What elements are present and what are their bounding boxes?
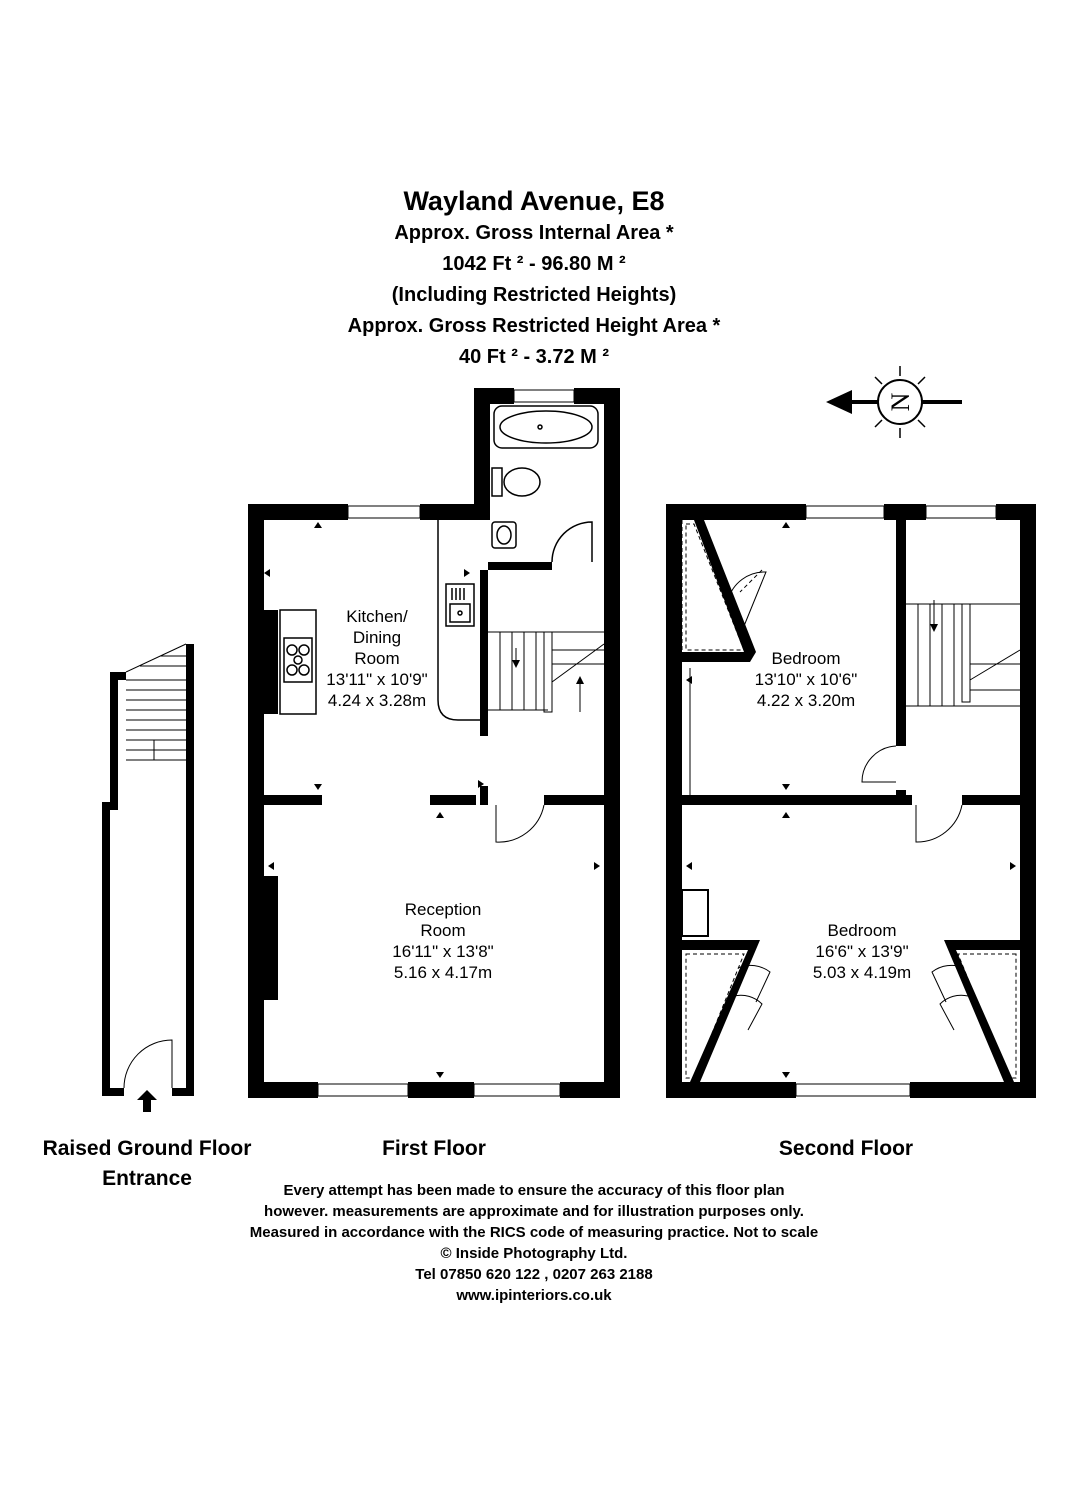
area-line-2: 1042 Ft ² - 96.80 M ² [442, 253, 626, 275]
kitchen-imperial: 13'11" x 10'9" [326, 670, 428, 689]
footer-line-6: www.ipinteriors.co.uk [456, 1287, 612, 1304]
bedroom-upper-imperial: 13'10" x 10'6" [754, 670, 858, 689]
reception-imperial: 16'11" x 13'8" [392, 942, 494, 961]
bedroom-lower-imperial: 16'6" x 13'9" [815, 942, 909, 961]
footer-line-3: Measured in accordance with the RICS code of measuring practice. Not to scale [249, 1224, 819, 1241]
bedroom-upper-metric: 4.22 x 3.20m [756, 691, 856, 710]
entrance-title: Entrance [102, 1167, 192, 1190]
kitchen-name-1: Kitchen/ [346, 607, 408, 626]
bedroom-lower-label [792, 920, 932, 983]
second-floor-plan [666, 504, 1036, 1098]
reception-name-1: Reception [404, 900, 482, 919]
disclaimer-footer [0, 1180, 1068, 1306]
first-floor-plan [248, 388, 620, 1098]
area-line-1: Approx. Gross Internal Area * [394, 222, 674, 244]
area-line-3: (Including Restricted Heights) [391, 284, 677, 306]
footer-line-2: however. measurements are approximate and for illustration purposes only. [264, 1203, 804, 1220]
bedroom-lower-name: Bedroom [827, 921, 897, 940]
area-line-4: Approx. Gross Restricted Height Area * [347, 315, 721, 337]
area-line-5: 40 Ft ² - 3.72 M ² [458, 346, 610, 368]
plan-title: Wayland Avenue, E8 [403, 186, 665, 216]
raised-ground-floor-title: Raised Ground Floor [42, 1137, 252, 1160]
kitchen-label [322, 606, 432, 711]
compass-icon [826, 366, 962, 438]
first-floor-label: First Floor [382, 1137, 486, 1160]
raised-ground-floor-plan [102, 644, 194, 1112]
footer-line-5: Tel 07850 620 122 , 0207 263 2188 [415, 1266, 653, 1283]
bedroom-upper-label [736, 648, 876, 711]
kitchen-name-3: Room [354, 649, 400, 668]
kitchen-name-2: Dining [352, 628, 402, 647]
bedroom-upper-name: Bedroom [771, 649, 841, 668]
reception-metric: 5.16 x 4.17m [393, 963, 493, 982]
bedroom-lower-metric: 5.03 x 4.19m [812, 963, 912, 982]
second-floor-label: Second Floor [778, 1137, 914, 1160]
footer-line-4: © Inside Photography Ltd. [440, 1245, 628, 1262]
reception-name-2: Room [420, 921, 466, 940]
reception-label [368, 899, 518, 983]
kitchen-metric: 4.24 x 3.28m [327, 691, 427, 710]
footer-line-1: Every attempt has been made to ensure the accuracy of this floor plan [283, 1182, 785, 1199]
compass-letter: N [886, 392, 915, 412]
